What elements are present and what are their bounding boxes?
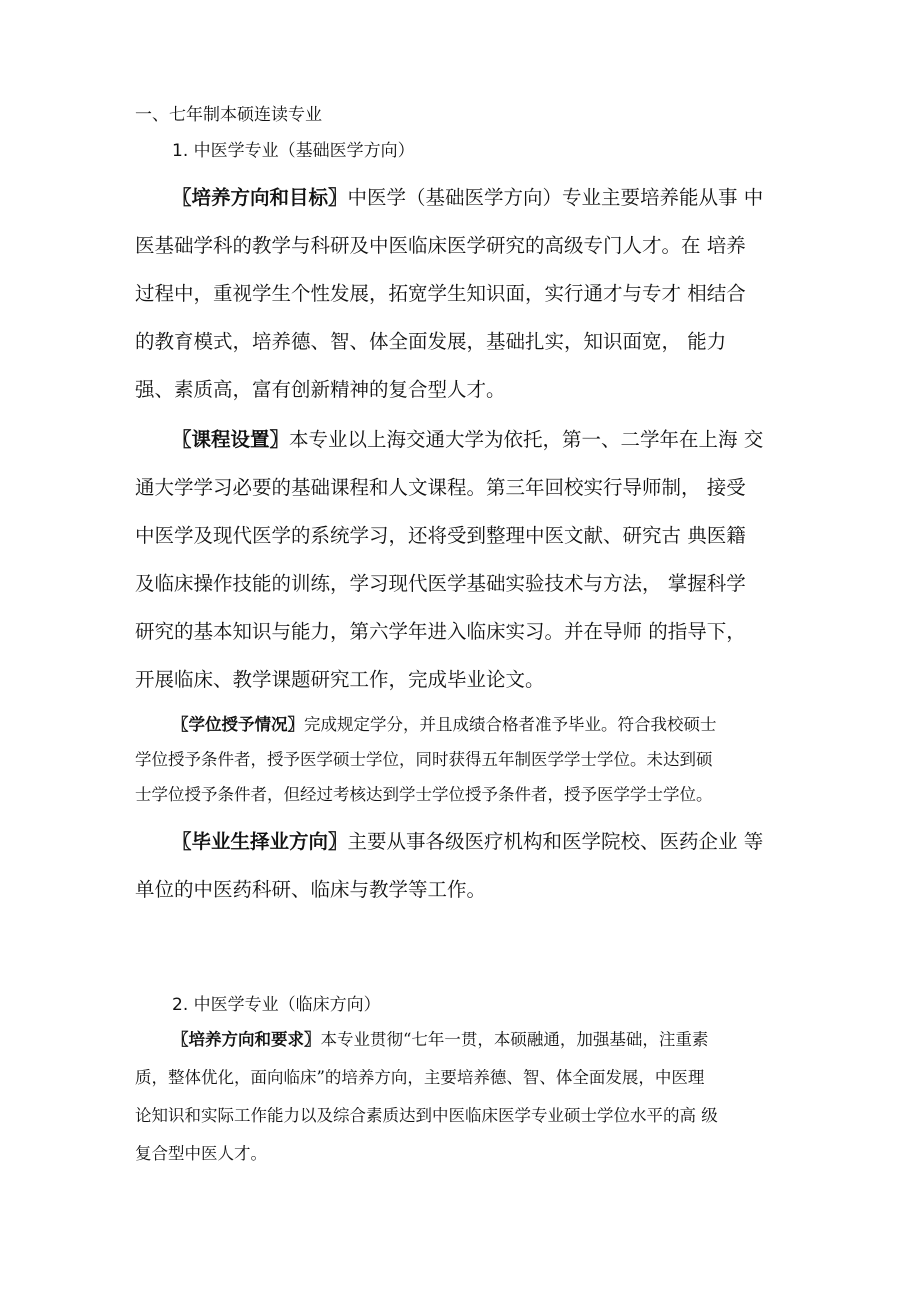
- paragraph-5-line-3: 论知识和实际工作能力以及综合素质达到中医临床医学专业硕士学位水平的高 级: [135, 1106, 718, 1125]
- paragraph-3-line-1: 〖学位授予情况〗完成规定学分，并且成绩合格者准予毕业。符合我校硕士: [172, 715, 717, 734]
- paragraph-label: 〖培养方向和目标〗: [172, 186, 348, 209]
- paragraph-5-line-2: 质，整体优化，面向临床”的培养方向，主要培养德、智、体全面发展，中医理: [135, 1068, 705, 1087]
- paragraph-2-line-3: 中医学及现代医学的系统学习，还将受到整理中医文献、研究古 典医籍: [135, 524, 746, 547]
- paragraph-5-line-4: 复合型中医人才。: [135, 1144, 267, 1163]
- paragraph-5-line-1: 〖培养方向和要求〗本专业贯彻“七年一贯，本硕融通，加强基础，注重素: [172, 1030, 709, 1049]
- subsection-title-2: 2. 中医学专业（临床方向）: [172, 995, 381, 1015]
- paragraph-1-line-1: 〖培养方向和目标〗中医学（基础医学方向）专业主要培养能从事 中: [172, 186, 764, 209]
- paragraph-2-line-6: 开展临床、教学课题研究工作，完成毕业论文。: [135, 668, 545, 691]
- paragraph-2-line-5: 研究的基本知识与能力，第六学年进入临床实习。并在导师 的指导下，: [135, 620, 746, 643]
- paragraph-2-line-1: 〖课程设置〗本专业以上海交通大学为依托，第一、二学年在上海 交: [172, 428, 764, 451]
- paragraph-label: 〖培养方向和要求〗: [172, 1030, 321, 1049]
- paragraph-1-line-2: 医基础学科的教学与科研及中医临床医学研究的高级专门人才。在 培养: [135, 234, 746, 257]
- paragraph-1-line-4: 的教育模式，培养德、智、体全面发展，基础扎实，知识面宽， 能力: [135, 330, 727, 353]
- paragraph-2-line-2: 通大学学习必要的基础课程和人文课程。第三年回校实行导师制， 接受: [135, 476, 746, 499]
- paragraph-1-line-3: 过程中，重视学生个性发展，拓宽学生知识面，实行通才与专才 相结合: [135, 282, 746, 305]
- subsection-title-1: 1. 中医学专业（基础医学方向）: [172, 141, 415, 161]
- paragraph-3-line-2: 学位授予条件者，授予医学硕士学位，同时获得五年制医学学士学位。未达到硕: [135, 750, 713, 769]
- paragraph-4-line-2: 单位的中医药科研、临床与教学等工作。: [135, 878, 487, 901]
- paragraph-label: 〖学位授予情况〗: [172, 715, 304, 734]
- section-heading: 一、七年制本硕连读专业: [135, 105, 322, 125]
- paragraph-4-line-1: 〖毕业生择业方向〗主要从事各级医疗机构和医学院校、医药企业 等: [172, 830, 764, 853]
- paragraph-label: 〖课程设置〗: [172, 428, 290, 451]
- paragraph-2-line-4: 及临床操作技能的训练，学习现代医学基础实验技术与方法， 掌握科学: [135, 572, 746, 595]
- paragraph-label: 〖毕业生择业方向〗: [172, 830, 348, 853]
- paragraph-3-line-3: 士学位授予条件者，但经过考核达到学士学位授予条件者，授予医学学士学位。: [135, 785, 713, 804]
- paragraph-1-line-5: 强、素质高，富有创新精神的复合型人才。: [135, 378, 506, 401]
